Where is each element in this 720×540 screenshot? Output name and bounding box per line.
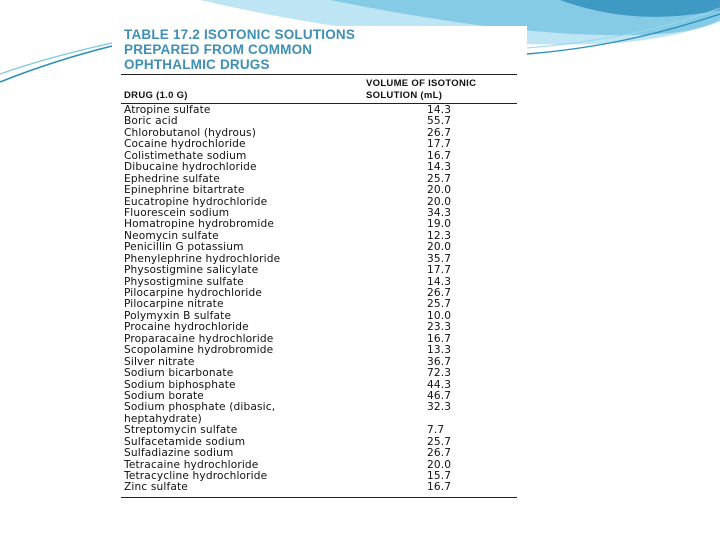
- isotonic-volume: 10.0: [427, 309, 452, 322]
- drug-name: Sodium borate: [124, 389, 204, 402]
- table-row: [124, 345, 519, 356]
- isotonic-volume: 13.3: [427, 344, 452, 357]
- isotonic-volume: 20.0: [427, 195, 452, 208]
- table-row: [124, 482, 519, 493]
- table-title: [124, 27, 504, 72]
- table-row: [124, 402, 519, 425]
- wave-line-2: [0, 43, 112, 74]
- drug-name: Procaine hydrochloride: [124, 321, 249, 334]
- drug-name: Sulfadiazine sodium: [124, 447, 234, 460]
- table-row: [124, 368, 519, 379]
- drug-name: Penicillin G potassium: [124, 241, 244, 254]
- drug-name: Chlorobutanol (hydrous): [124, 126, 256, 139]
- isotonic-volume: 17.7: [427, 138, 452, 151]
- drug-name: Sodium bicarbonate: [124, 367, 234, 380]
- isotonic-volume: 25.7: [427, 172, 452, 185]
- table-body: [124, 105, 519, 494]
- isotonic-volume: 17.7: [427, 264, 452, 277]
- drug-name: Atropine sulfate: [124, 104, 211, 116]
- drug-name: Physostigmine salicylate: [124, 264, 259, 277]
- column-header-volume-line: SOLUTION (mL): [366, 90, 443, 101]
- drug-name: Zinc sulfate: [124, 481, 188, 494]
- column-header-volume: [366, 78, 476, 102]
- column-header-drug: DRUG (1.0 G): [124, 90, 188, 101]
- drug-name: Pilocarpine nitrate: [124, 298, 224, 311]
- drug-name: Sodium phosphate (dibasic, heptahydrate): [124, 401, 276, 425]
- drug-name: Neomycin sulfate: [124, 229, 219, 242]
- isotonic-volume: 32.3: [427, 401, 452, 414]
- drug-name: Epinephrine bitartrate: [124, 184, 245, 197]
- isotonic-volume: 55.7: [427, 115, 452, 128]
- table-row: [124, 242, 519, 253]
- drug-name: Homatropine hydrobromide: [124, 218, 275, 231]
- wave-line-1: [0, 46, 112, 82]
- isotonic-volume: 26.7: [427, 447, 452, 460]
- drug-name: Sodium biphosphate: [124, 378, 236, 391]
- table-row: [124, 425, 519, 436]
- drug-name: Cocaine hydrochloride: [124, 138, 246, 151]
- isotonic-volume: 26.7: [427, 287, 452, 299]
- isotonic-volume: 72.3: [427, 367, 452, 380]
- isotonic-volume: 44.3: [427, 378, 452, 391]
- table-row: [124, 448, 519, 459]
- isotonic-volume: 34.3: [427, 206, 452, 219]
- isotonic-volume: 14.3: [427, 275, 452, 288]
- isotonic-volume: 23.3: [427, 321, 452, 334]
- isotonic-volume: 20.0: [427, 458, 452, 471]
- drug-name: Physostigmine sulfate: [124, 275, 244, 288]
- table-row: [124, 185, 519, 196]
- isotonic-volume: 46.7: [427, 389, 452, 402]
- drug-name: Colistimethate sodium: [124, 149, 247, 162]
- drug-name: Dibucaine hydrochloride: [124, 161, 257, 174]
- isotonic-volume: 14.3: [427, 161, 452, 174]
- drug-name: Phenylephrine hydrochloride: [124, 252, 281, 265]
- isotonic-volume: 20.0: [427, 184, 452, 197]
- drug-name: Tetracaine hydrochloride: [124, 458, 259, 471]
- drug-name: Pilocarpine hydrochloride: [124, 287, 263, 299]
- drug-name: Eucatropine hydrochloride: [124, 195, 268, 208]
- drug-name: Scopolamine hydrobromide: [124, 344, 274, 357]
- table-title-line: OPHTHALMIC DRUGS: [124, 57, 270, 72]
- isotonic-volume: 15.7: [427, 470, 452, 483]
- isotonic-volume: 16.7: [427, 149, 452, 162]
- table-row: [124, 105, 519, 116]
- isotonic-volume: 19.0: [427, 218, 452, 231]
- isotonic-volume: 35.7: [427, 252, 452, 265]
- drug-name: Polymyxin B sulfate: [124, 309, 232, 322]
- isotonic-volume: 16.7: [427, 332, 452, 345]
- column-header-volume-line: VOLUME OF ISOTONIC: [366, 78, 477, 89]
- isotonic-volume: 36.7: [427, 355, 452, 368]
- drug-name: Silver nitrate: [124, 355, 195, 368]
- drug-name: Tetracycline hydrochloride: [124, 470, 268, 483]
- isotonic-volume: 16.7: [427, 481, 452, 494]
- isotonic-volume: 25.7: [427, 435, 452, 448]
- drug-name: Proparacaine hydrochloride: [124, 332, 274, 345]
- table-row: [124, 162, 519, 173]
- drug-name: Fluorescein sodium: [124, 206, 230, 219]
- bottom-rule: [121, 497, 517, 498]
- isotonic-volume: 26.7: [427, 126, 452, 139]
- table-title-line: TABLE 17.2 ISOTONIC SOLUTIONS: [124, 27, 356, 42]
- isotonic-volume: 14.3: [427, 104, 452, 116]
- isotonic-volume: 12.3: [427, 229, 452, 242]
- table-title-line: PREPARED FROM COMMON: [124, 42, 313, 57]
- isotonic-volume: 20.0: [427, 241, 452, 254]
- drug-name: Ephedrine sulfate: [124, 172, 220, 185]
- title-rule: [121, 74, 517, 75]
- isotonic-volume: 7.7: [427, 424, 445, 437]
- drug-name: Sulfacetamide sodium: [124, 435, 246, 448]
- drug-name: Boric acid: [124, 115, 178, 128]
- isotonic-volume: 25.7: [427, 298, 452, 311]
- drug-name: Streptomycin sulfate: [124, 424, 238, 437]
- table-row: [124, 265, 519, 276]
